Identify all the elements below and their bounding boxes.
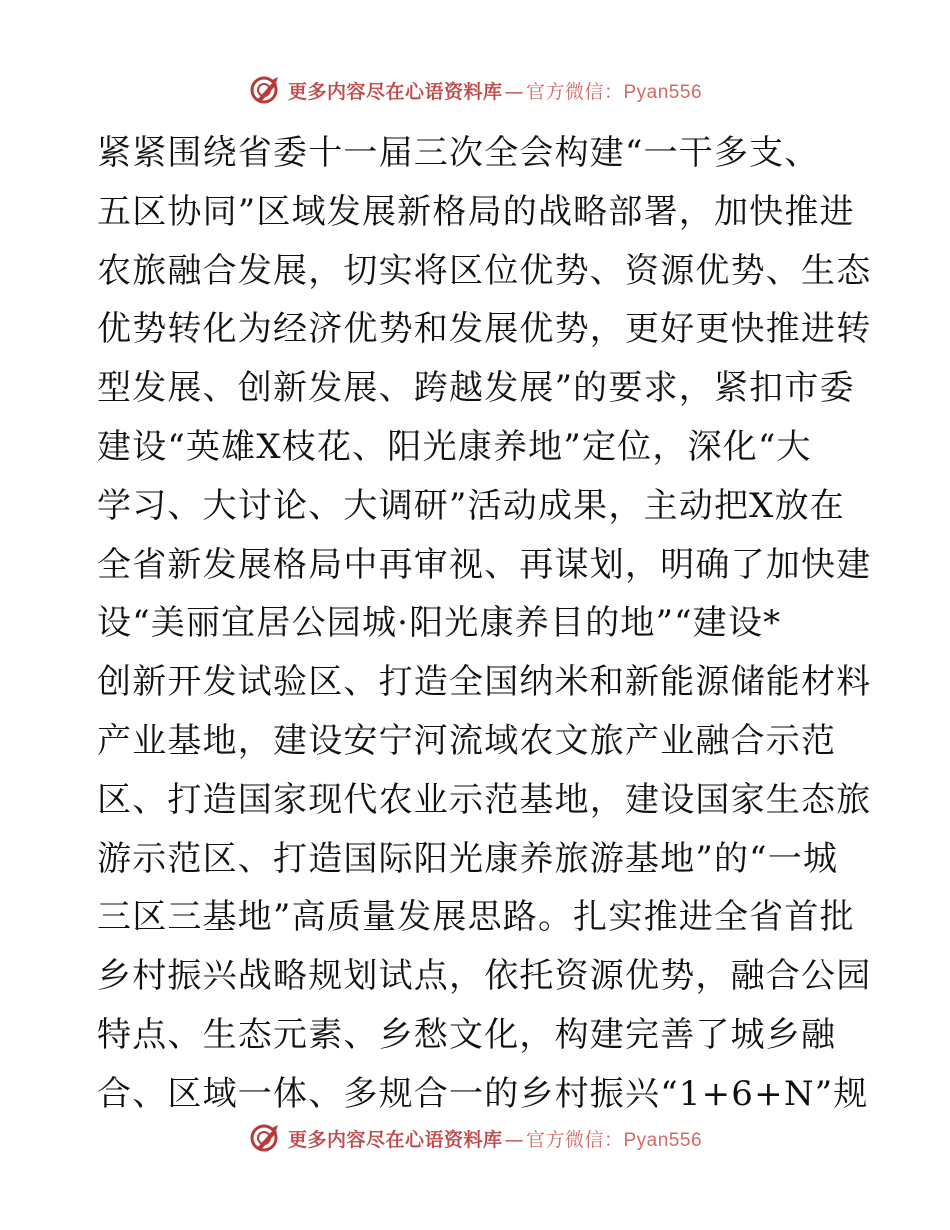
body-line: 型发展、创新发展、跨越发展”的要求，紧扣市委 <box>97 368 855 409</box>
body-line: 紧紧围绕省委十一届三次全会构建“一干多支、 <box>97 133 820 173</box>
body-line: 特点、生态元素、乡愁文化，构建完善了城乡融 <box>97 1014 837 1055</box>
banner-dash: — <box>504 1128 524 1151</box>
footer-banner <box>0 1118 950 1158</box>
body-line: 全省新发展格局中再审视、再谋划，明确了加快建 <box>97 544 872 585</box>
body-line: 区、打造国家现代农业示范基地，建设国家生态旅 <box>97 779 872 820</box>
body-line: 游示范区、打造国际阳光康养旅游基地”的“一城 <box>97 838 839 879</box>
banner-wechat-id: Pyan556 <box>623 1129 703 1151</box>
banner-slogan: 更多内容尽在心语资料库 <box>287 80 503 103</box>
body-line: 设“美丽宜居公园城·阳光康养目的地”“建设* <box>97 603 782 644</box>
banner-wechat-label: 官方微信： <box>525 1128 624 1151</box>
body-line: 乡村振兴战略规划试点，依托资源优势，融合公园 <box>97 956 872 997</box>
body-line: 优势转化为经济优势和发展优势，更好更快推进转 <box>97 309 872 350</box>
body-line: 合、区域一体、多规合一的乡村振兴“1+6+N”规 <box>97 1073 869 1114</box>
body-line: 建设“英雄X枝花、阳光康养地”定位，深化“大 <box>97 426 812 467</box>
body-line: 创新开发试验区、打造全国纳米和新能源储能材料 <box>97 662 872 703</box>
document-body <box>97 124 872 1124</box>
header-banner <box>0 70 950 110</box>
banner-wechat-label: 官方微信： <box>525 80 624 103</box>
banner-wechat-id: Pyan556 <box>623 81 703 103</box>
body-line: 产业基地，建设安宁河流域农文旅产业融合示范 <box>97 720 837 761</box>
banner-slogan: 更多内容尽在心语资料库 <box>287 1128 503 1151</box>
body-line: 五区协同”区域发展新格局的战略部署，加快推进 <box>97 191 855 232</box>
body-line: 三区三基地”高质量发展思路。扎实推进全省首批 <box>97 897 855 938</box>
banner-dash: — <box>504 80 524 103</box>
header-banner-text <box>288 77 702 104</box>
body-line: 农旅融合发展，切实将区位优势、资源优势、生态 <box>97 250 872 291</box>
body-line: 学习、大讨论、大调研”活动成果，主动把X放在 <box>97 485 845 526</box>
footer-banner-text <box>288 1125 702 1152</box>
brand-logo-icon <box>248 73 282 107</box>
brand-logo-icon <box>248 1121 282 1155</box>
